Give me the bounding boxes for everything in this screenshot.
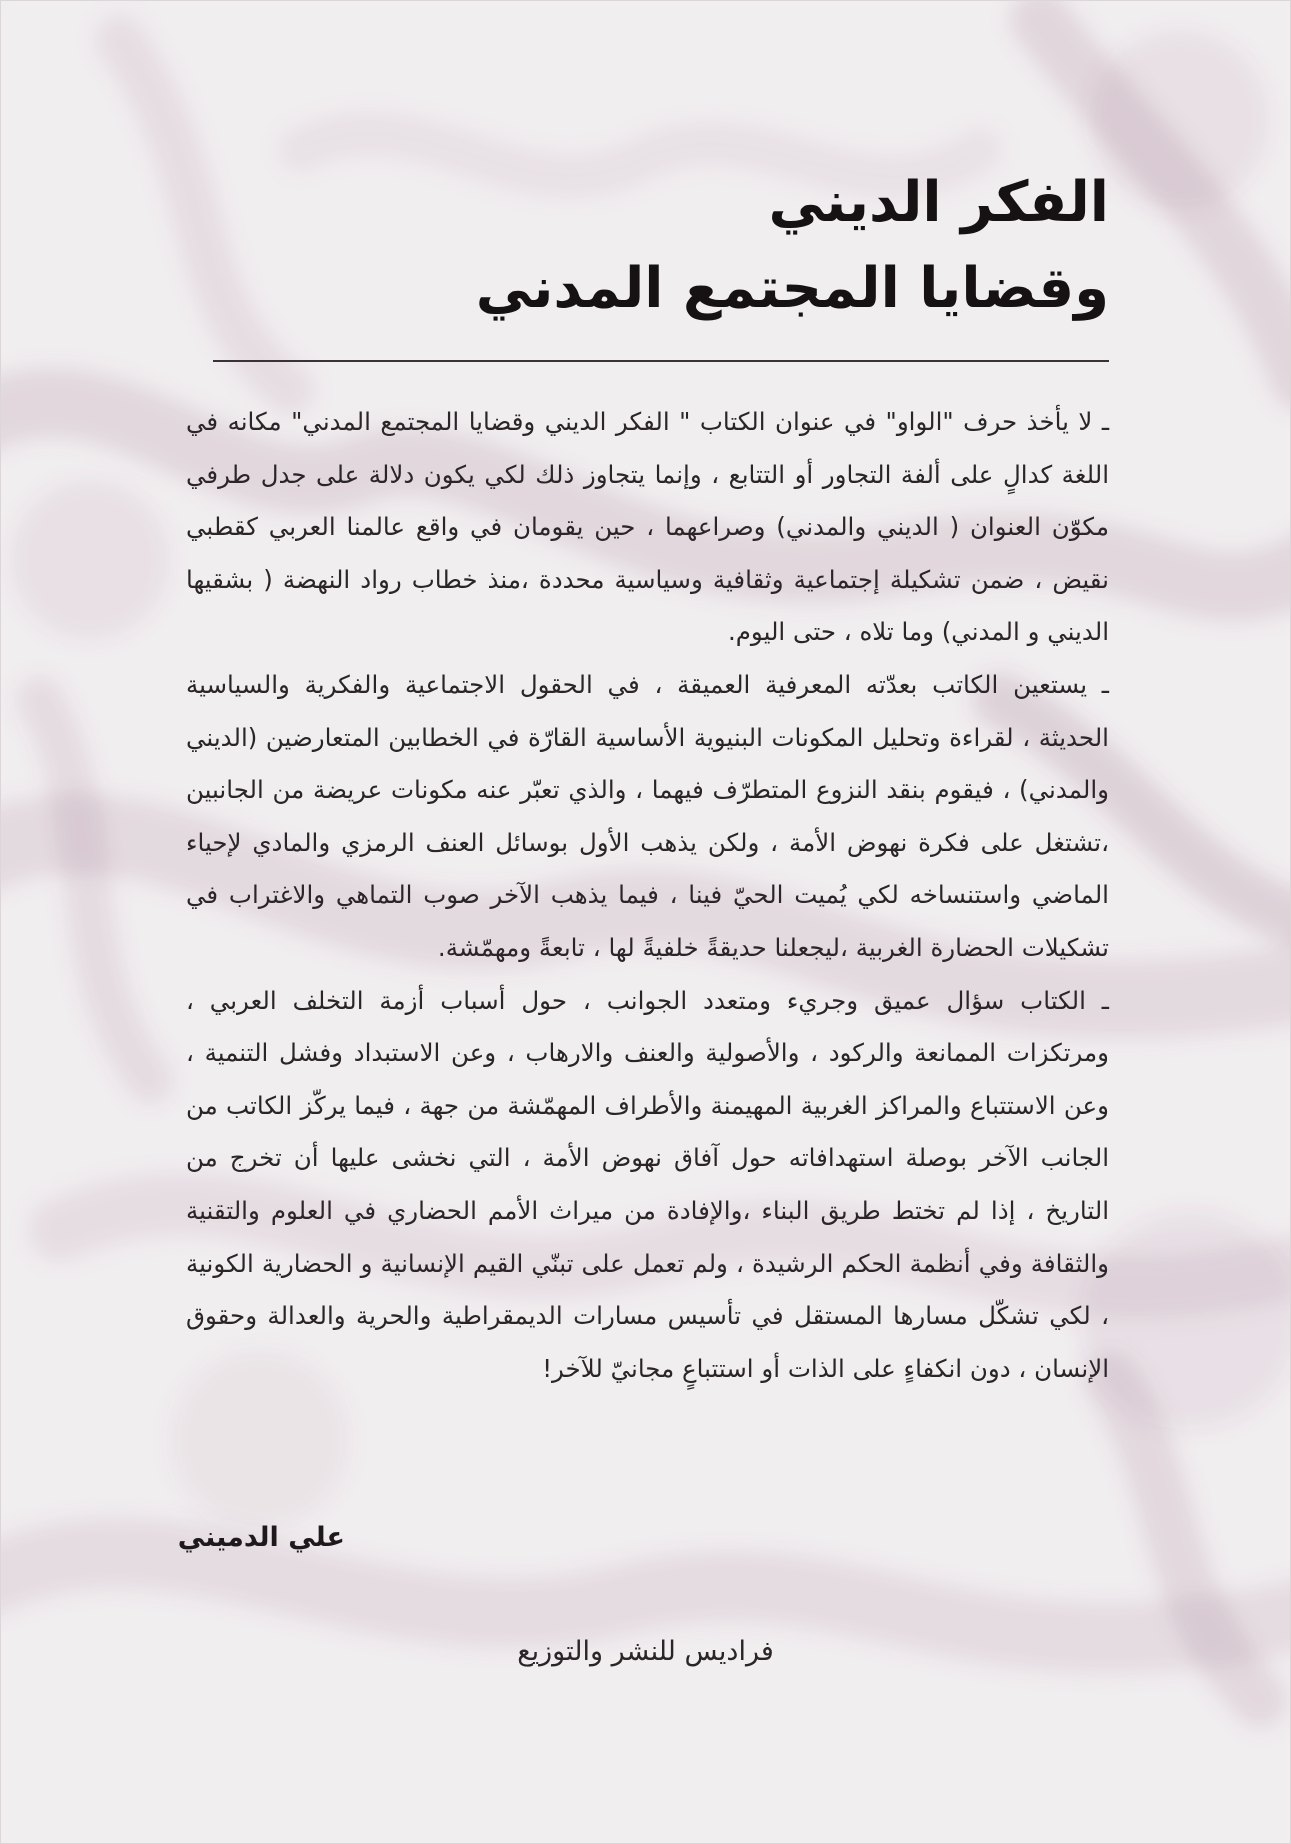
author-name: علي الدميني [177,1522,345,1553]
blurb-paragraph-2: ـ يستعين الكاتب بعدّته المعرفية العميقة ، في الحقول الاجتماعية والفكرية والسياسية الحديثة ، لقراءة وتحليل المكونات البنيوية الأساسية القارّة في الخطابين المتعارضين (الديني والمدني) ، فيقوم بنقد النزوع المتطرّف فيهما ، والذي تعبّر عنه مكونات عريضة من الجانبين ،تشتغل على فكرة نهوض الأمة ، ولكن يذهب الأول بوسائل العنف الرمزي والمادي لإحياء الماضي واستنساخه لكي يُميت الحيّ فينا ، فيما يذهب الآخر صوب التماهي والاغتراب في تشكيلات الحضارة الغربية ،ليجعلنا حديقةً خلفيةً لها ، تابعةً ومهمّشة. [186,669,1109,962]
publisher-name: فراديس للنشر والتوزيع [517,1636,774,1667]
blurb-paragraph-3: ـ الكتاب سؤال عميق وجريء ومتعدد الجوانب ، حول أسباب أزمة التخلف العربي ، ومرتكزات الممانعة والركود ، والأصولية والعنف والارهاب ، وعن الاستبداد وفشل التنمية ، وعن الاستتباع والمراكز الغربية المهيمنة والأطراف المهمّشة من جهة ، فيما يركّز الكاتب من الجانب الآخر بوصلة استهدافاته حول آفاق نهوض الأمة ، التي نخشى عليها أن تخرج من التاريخ ، إذا لم تختط طريق البناء ،والإفادة من ميراث الأمم الحضاري في العلوم والتقنية والثقافة وفي أنظمة الحكم الرشيدة ، ولم تعمل على تبنّي القيم الإنسانية و الحضارية الكونية ، لكي تشكّل مسارها المستقل في تأسيس مسارات الديمقراطية والحرية والعدالة وحقوق الإنسان ، دون انكفاءٍ على الذات أو استتباعٍ مجانيّ للآخر! [186,985,1109,1383]
book-title [476,160,1109,332]
title-divider [213,360,1109,362]
title-line-1: الفكر الديني [768,170,1109,235]
blurb-paragraph-1: ـ لا يأخذ حرف "الواو" في عنوان الكتاب " الفكر الديني وقضايا المجتمع المدني" مكانه في اللغة كدالٍ على ألفة التجاور أو التتابع ، وإنما يتجاوز ذلك لكي يكون دلالة على جدل طرفي مكوّن العنوان ( الديني والمدني) وصراعهما ، حين يقومان في واقع عالمنا العربي كقطبي نقيض ، ضمن تشكيلة إجتماعية وثقافية وسياسية محددة ،منذ خطاب رواد النهضة ( بشقيها الديني و المدني) وما تلاه ، حتى اليوم. [186,407,1109,647]
blurb-text [186,396,1109,1395]
title-line-2: وقضايا المجتمع المدني [475,256,1109,321]
